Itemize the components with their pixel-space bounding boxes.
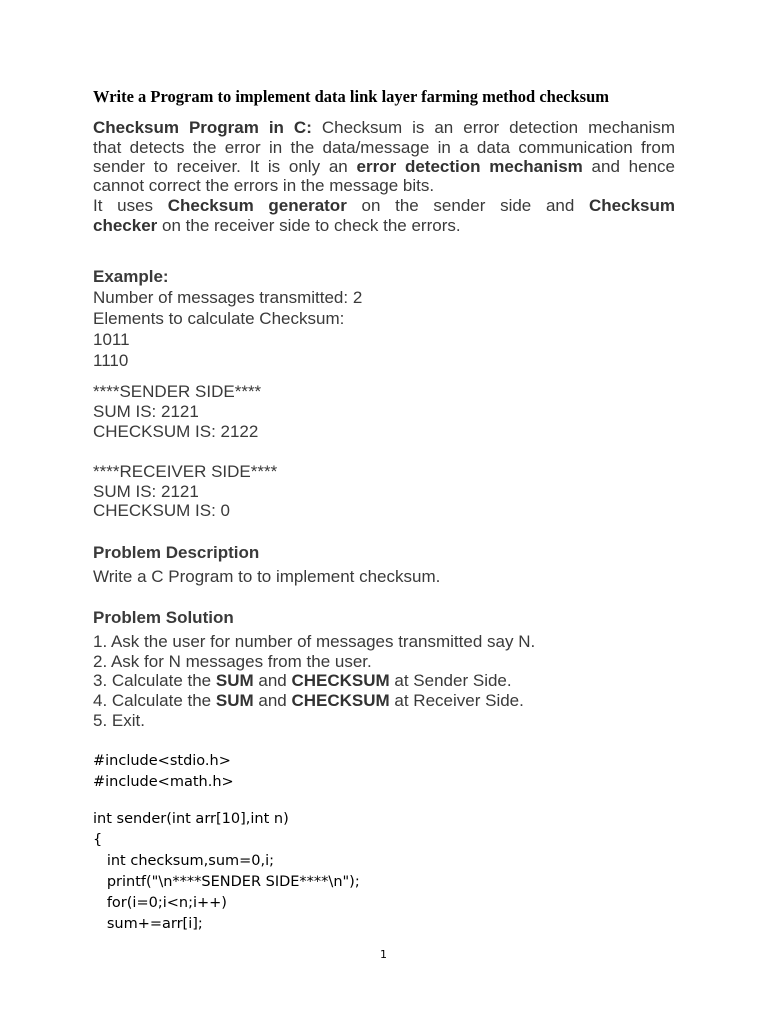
code-line: sum+=arr[i]; bbox=[93, 916, 203, 932]
solution-step: 5. Exit. bbox=[93, 711, 145, 730]
document-title: Write a Program to implement data link layer farming method checksum bbox=[93, 87, 610, 106]
intro-line-1: Checksum Program in C: Checksum is an error detection mechanism bbox=[93, 118, 675, 137]
code-line: for(i=0;i<n;i++) bbox=[93, 895, 227, 911]
code-line: #include<math.h> bbox=[93, 774, 234, 790]
intro-line-4: cannot correct the errors in the message bits. bbox=[93, 176, 435, 195]
solution-step: 3. Calculate the SUM and CHECKSUM at Sender Side. bbox=[93, 671, 512, 690]
receiver-line: ****RECEIVER SIDE**** bbox=[93, 462, 278, 481]
example-line: Elements to calculate Checksum: bbox=[93, 309, 345, 328]
intro-line-2: that detects the error in the data/message in a data communication from bbox=[93, 138, 675, 157]
intro-lead: Checksum Program in C: bbox=[93, 118, 312, 137]
solution-step: 2. Ask for N messages from the user. bbox=[93, 652, 372, 671]
example-line: 1110 bbox=[93, 351, 129, 370]
example-heading: Example: bbox=[93, 267, 169, 286]
solution-step: 1. Ask the user for number of messages transmitted say N. bbox=[93, 632, 536, 651]
code-line: int checksum,sum=0,i; bbox=[93, 853, 275, 869]
problem-description-text: Write a C Program to to implement checksum. bbox=[93, 567, 441, 586]
code-line: printf("\n****SENDER SIDE****\n"); bbox=[93, 874, 360, 890]
example-line: 1011 bbox=[93, 330, 130, 349]
receiver-line: CHECKSUM IS: 0 bbox=[93, 501, 230, 520]
sender-line: ****SENDER SIDE**** bbox=[93, 382, 262, 401]
intro-line-3: sender to receiver. It is only an error detection mechanism and hence bbox=[93, 157, 675, 176]
code-line: int sender(int arr[10],int n) bbox=[93, 811, 289, 827]
code-line: #include<stdio.h> bbox=[93, 753, 231, 769]
sender-line: CHECKSUM IS: 2122 bbox=[93, 422, 259, 441]
code-line: { bbox=[93, 832, 103, 848]
sender-line: SUM IS: 2121 bbox=[93, 402, 199, 421]
problem-description-heading: Problem Description bbox=[93, 543, 260, 562]
intro-line-5: It uses Checksum generator on the sender side and Checksum bbox=[93, 196, 675, 215]
intro-line-6: checker on the receiver side to check the errors. bbox=[93, 216, 461, 235]
problem-solution-heading: Problem Solution bbox=[93, 608, 234, 627]
receiver-line: SUM IS: 2121 bbox=[93, 482, 199, 501]
solution-step: 4. Calculate the SUM and CHECKSUM at Receiver Side. bbox=[93, 691, 524, 710]
page-number: 1 bbox=[380, 948, 387, 961]
example-line: Number of messages transmitted: 2 bbox=[93, 288, 363, 307]
